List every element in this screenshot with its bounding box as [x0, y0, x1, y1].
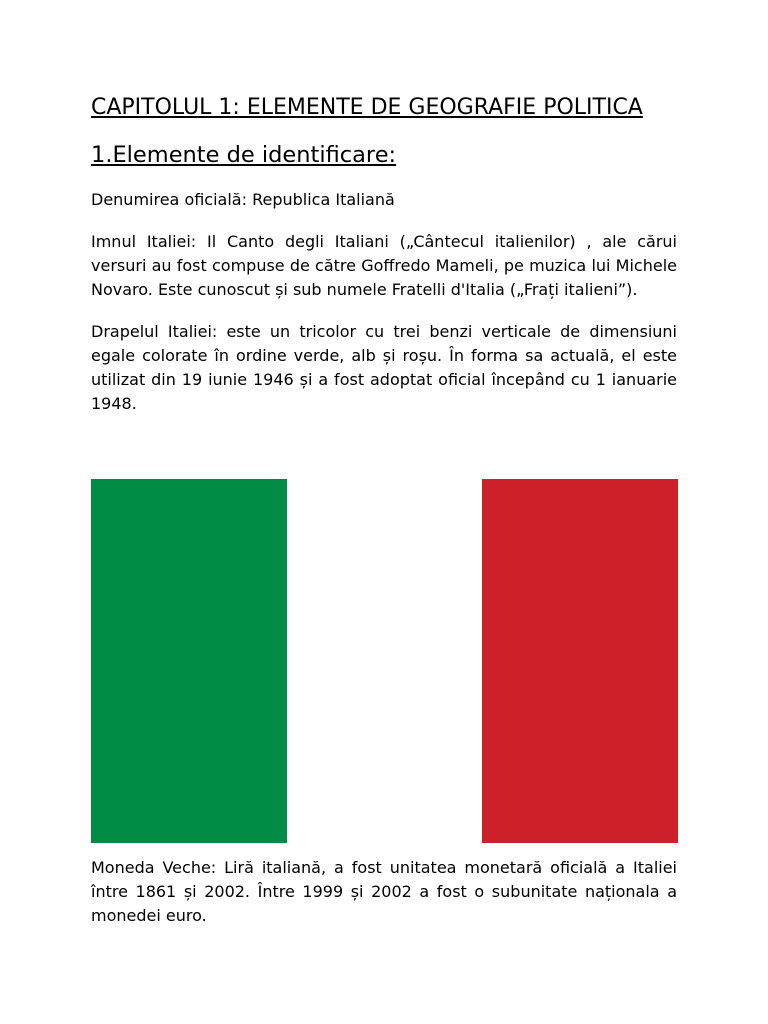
- flag-band-white: [287, 479, 483, 843]
- paragraph-flag: Drapelul Italiei: este un tricolor cu trei benzi verticale de dimensiuni egale colorate în ordine verde, alb și roșu. În forma sa actuală, el este utilizat din 19 iunie 1946 și a fost adoptat oficial începând cu 1 ianuarie 1948.: [91, 322, 677, 413]
- paragraph-official-name: Denumirea oficială: Republica Italiană: [91, 190, 395, 209]
- flag-band-red: [482, 479, 678, 843]
- italian-flag-image: [91, 479, 678, 843]
- paragraph-currency: Moneda Veche: Liră italiană, a fost unitatea monetară oficială a Italiei între 1861 și 2002. Între 1999 și 2002 a fost o subunitate naționala a monedei euro.: [91, 858, 677, 925]
- section-title: 1.Elemente de identificare:: [91, 142, 397, 168]
- flag-band-green: [91, 479, 287, 843]
- document-body: [91, 92, 677, 416]
- chapter-title: CAPITOLUL 1: ELEMENTE DE GEOGRAFIE POLITICA: [91, 95, 643, 120]
- paragraph-anthem: Imnul Italiei: Il Canto degli Italiani („Cântecul italienilor) , ale cărui versuri au fost compuse de către Goffredo Mameli, pe muzica lui Michele Novaro. Este cunoscut și sub numele Fratelli d'Italia („Frați italieni”).: [91, 232, 677, 299]
